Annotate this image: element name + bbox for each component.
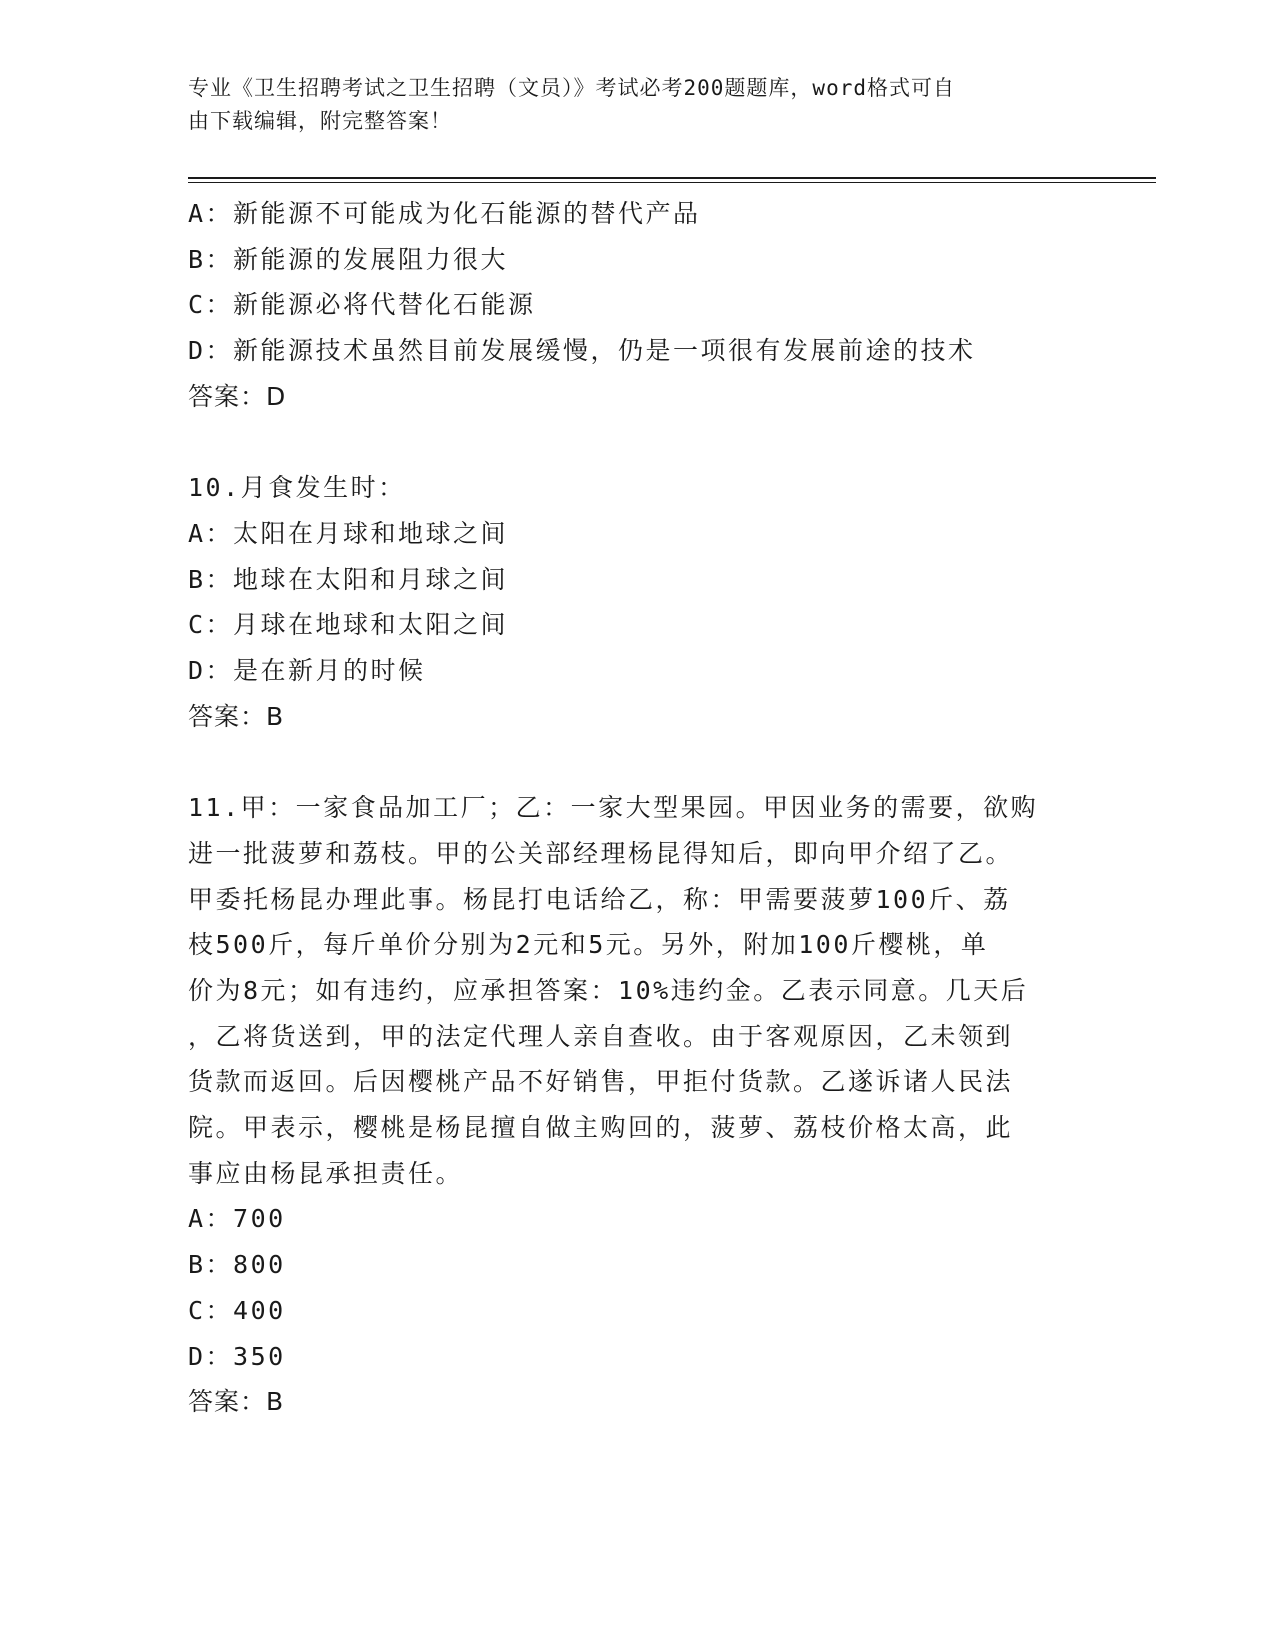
q11-stem-line: 枝500斤，每斤单价分别为2元和5元。另外，附加100斤樱桃，单 [188,930,989,960]
q11-option-c: C：400 [188,1295,286,1325]
q10-option-a: A：太阳在月球和地球之间 [188,518,509,548]
q11-option-b: B：800 [188,1250,286,1280]
q11-option-a: A：700 [188,1204,286,1234]
header-divider-thick [188,177,1156,179]
q11-option-d: D：350 [188,1341,286,1371]
q11-answer: 答案：B [188,1387,285,1417]
q10-stem: 10.月食发生时： [188,473,406,503]
q10-option-b: B：地球在太阳和月球之间 [188,564,509,594]
q11-stem-line: ，乙将货送到，甲的法定代理人亲自查收。由于客观原因，乙未领到 [188,1021,1014,1051]
header-divider-thin [188,182,1156,183]
q11-stem-line: 院。甲表示，樱桃是杨昆擅自做主购回的，菠萝、荔枝价格太高，此 [188,1113,1014,1143]
header-line-2: 由下载编辑，附完整答案！ [188,109,452,133]
q11-stem-line: 甲委托杨昆办理此事。杨昆打电话给乙，称：甲需要菠萝100斤、荔 [188,884,1011,914]
q10-answer: 答案：B [188,701,285,731]
q9-option-b: B：新能源的发展阻力很大 [188,244,509,274]
header-line-1: 专业《卫生招聘考试之卫生招聘（文员）》考试必考200题题库，word格式可自 [188,76,955,100]
question-content [188,191,1088,1425]
spacer [188,420,1088,466]
q10-option-d: D：是在新月的时候 [188,656,426,686]
question-9 [188,191,1088,420]
q11-stem-line: 11.甲：一家食品加工厂；乙：一家大型果园。甲因业务的需要，欲购 [188,793,1039,823]
spacer [188,739,1088,785]
q9-option-a: A：新能源不可能成为化石能源的替代产品 [188,199,701,228]
question-11 [188,785,1088,1425]
q10-option-c: C：月球在地球和太阳之间 [188,610,509,640]
q11-stem-line: 进一批菠萝和荔枝。甲的公关部经理杨昆得知后，即向甲介绍了乙。 [188,838,1014,868]
q9-option-c: C：新能源必将代替化石能源 [188,290,536,320]
q11-stem-line: 价为8元；如有违约，应承担答案：10%违约金。乙表示同意。几天后 [188,975,1029,1005]
document-header [188,72,1068,138]
q9-answer: 答案：D [188,381,287,411]
q11-stem-line: 事应由杨昆承担责任。 [188,1158,464,1188]
q11-stem-line: 货款而返回。后因樱桃产品不好销售，甲拒付货款。乙遂诉诸人民法 [188,1067,1014,1097]
question-10 [188,465,1088,739]
q9-option-d: D：新能源技术虽然目前发展缓慢，仍是一项很有发展前途的技术 [188,336,976,366]
